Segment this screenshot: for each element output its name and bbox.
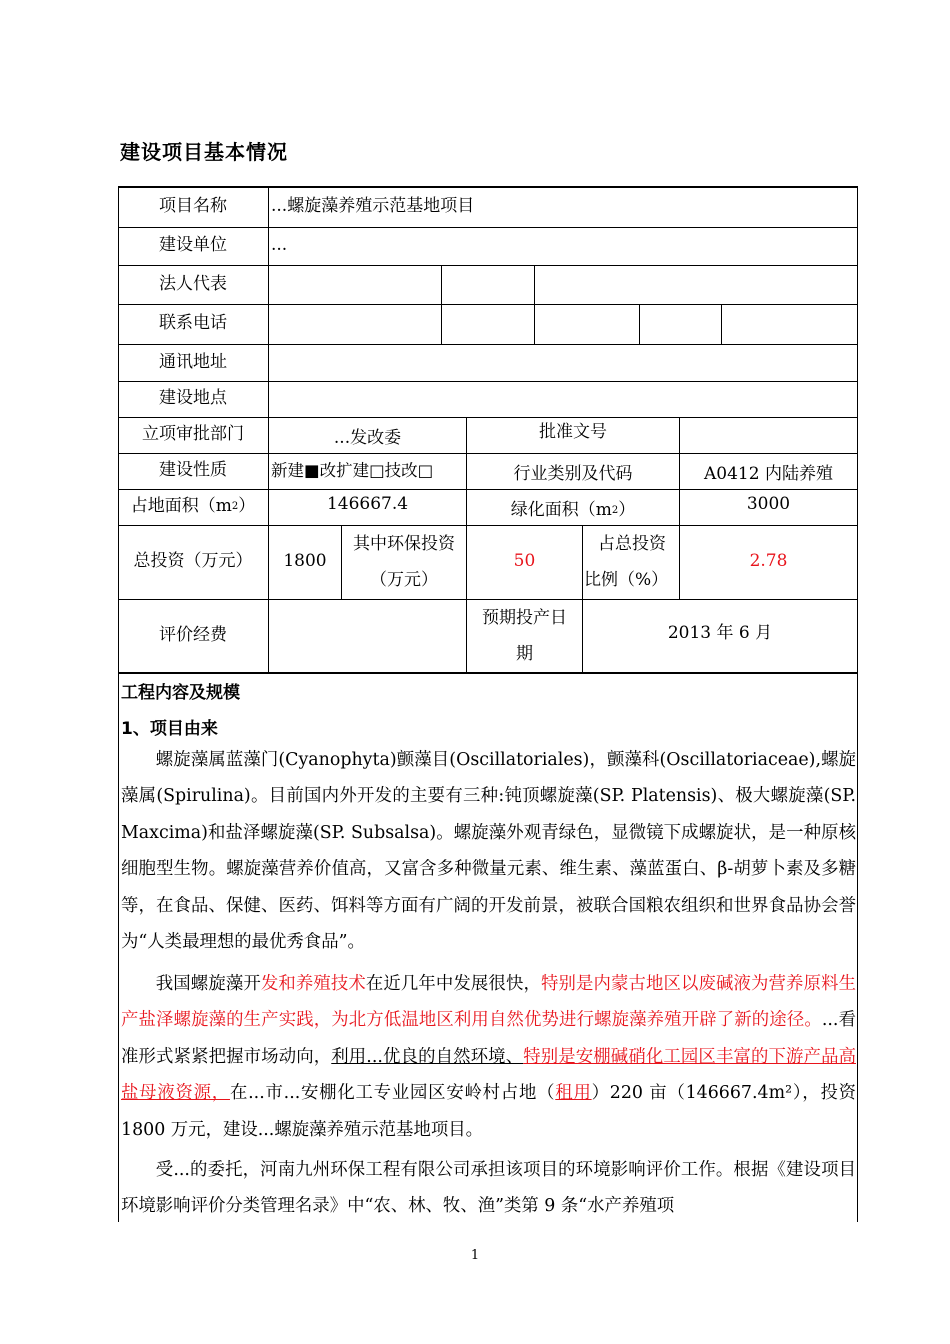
production-label bbox=[467, 599, 582, 672]
invest-label: 总投资（万元） bbox=[133, 551, 253, 572]
paragraph-1: 螺旋藻属蓝藻门(Cyanophyta)颤藻目(Oscillatoriales)，颤藻科(Oscillatoriaceae),螺旋藻属(Spirulina)。目前国内外开发的主要有三种:钝顶螺旋藻(SP. Platensis)、极大螺旋藻(SP. Maxcima)和盐泽螺旋藻(SP. Subsalsa)。螺旋藻外观青绿色，显微镜下成螺旋状，是一种原核细胞型生物。螺旋藻营养价值高，又富含多种微量元素、维生素、藻蓝蛋白、β-胡萝卜素及多糖等，在食品、保健、医药、饵料等方面有广阔的开发前景，被联合国粮农组织和世界食品协会誉为“人类最理想的最优秀食品”。 bbox=[121, 750, 856, 953]
production-label-2: 期 bbox=[516, 643, 533, 664]
env-invest-label-2: （万元） bbox=[370, 570, 438, 590]
industry-label: 行业类别及代码 bbox=[513, 464, 633, 485]
page-title: 建设项目基本情况 bbox=[120, 140, 288, 164]
project-name-label: 项目名称 bbox=[159, 196, 227, 217]
ratio-label-2: 比例（%） bbox=[584, 570, 669, 590]
green-label: 绿化面积（m 2 ） bbox=[510, 500, 636, 521]
invest-value: 1800 bbox=[283, 551, 327, 572]
eval-fee-label: 评价经费 bbox=[159, 624, 227, 645]
subsection-heading: 1、项目由来 bbox=[121, 719, 218, 739]
project-name-value: ...螺旋藻养殖示范基地项目 bbox=[271, 196, 475, 217]
nature-label: 建设性质 bbox=[159, 460, 227, 481]
area-label: 占地面积（m 2 ） bbox=[130, 496, 256, 517]
env-invest-label-1: 其中环保投资 bbox=[353, 534, 455, 554]
site-label: 建设地点 bbox=[159, 388, 227, 409]
builder-label: 建设单位 bbox=[159, 235, 227, 256]
area-value: 146667.4 bbox=[326, 494, 409, 515]
ratio-value: 2.78 bbox=[749, 551, 788, 572]
nature-value: 新建■改扩建□技改□ bbox=[271, 460, 434, 480]
industry-value: A0412 内陆养殖 bbox=[704, 464, 833, 485]
approval-dept-value: ...发改委 bbox=[333, 428, 402, 449]
green-value: 3000 bbox=[746, 494, 791, 515]
page-number: 1 bbox=[470, 1248, 480, 1263]
paragraph-3: 受...的委托，河南九州环保工程有限公司承担该项目的环境影响评价工作。根据《建设项目环境影响评价分类管理名录》中“农、林、牧、渔”类第 9 条“水产养殖项 bbox=[121, 1160, 856, 1217]
legal-rep-label: 法人代表 bbox=[159, 273, 227, 294]
phone-label: 联系电话 bbox=[159, 313, 227, 334]
production-label-1: 预期投产日 bbox=[482, 607, 567, 628]
approval-dept-label: 立项审批部门 bbox=[142, 424, 244, 445]
production-date-value: 2013 年 6 月 bbox=[667, 623, 773, 644]
approval-no-label: 批准文号 bbox=[539, 422, 607, 443]
env-invest-label bbox=[342, 525, 466, 599]
paragraph-2: 我国螺旋藻开发和养殖技术在近几年中发展很快，特别是内蒙古地区以废碱液为营养原料生产盐泽螺旋藻的生产实践，为北方低温地区利用自然优势进行螺旋藻养殖开辟了新的途径。...看准形式紧紧把握市场动向，利用...优良的自然环境、特别是安棚碱硝化工园区丰富的下游产品高盐母液资源，在...市...安棚化工专业园区安岭村占地（租用）220 亩（146667.4m²），投资 1800 万元，建设...螺旋藻养殖示范基地项目。 bbox=[121, 974, 856, 1140]
section-heading: 工程内容及规模 bbox=[121, 683, 240, 703]
ratio-label bbox=[584, 525, 679, 599]
env-invest-value: 50 bbox=[513, 551, 536, 572]
builder-value: ... bbox=[271, 235, 288, 256]
ratio-label-1: 占总投资 bbox=[598, 534, 666, 554]
address-label: 通讯地址 bbox=[159, 351, 227, 372]
